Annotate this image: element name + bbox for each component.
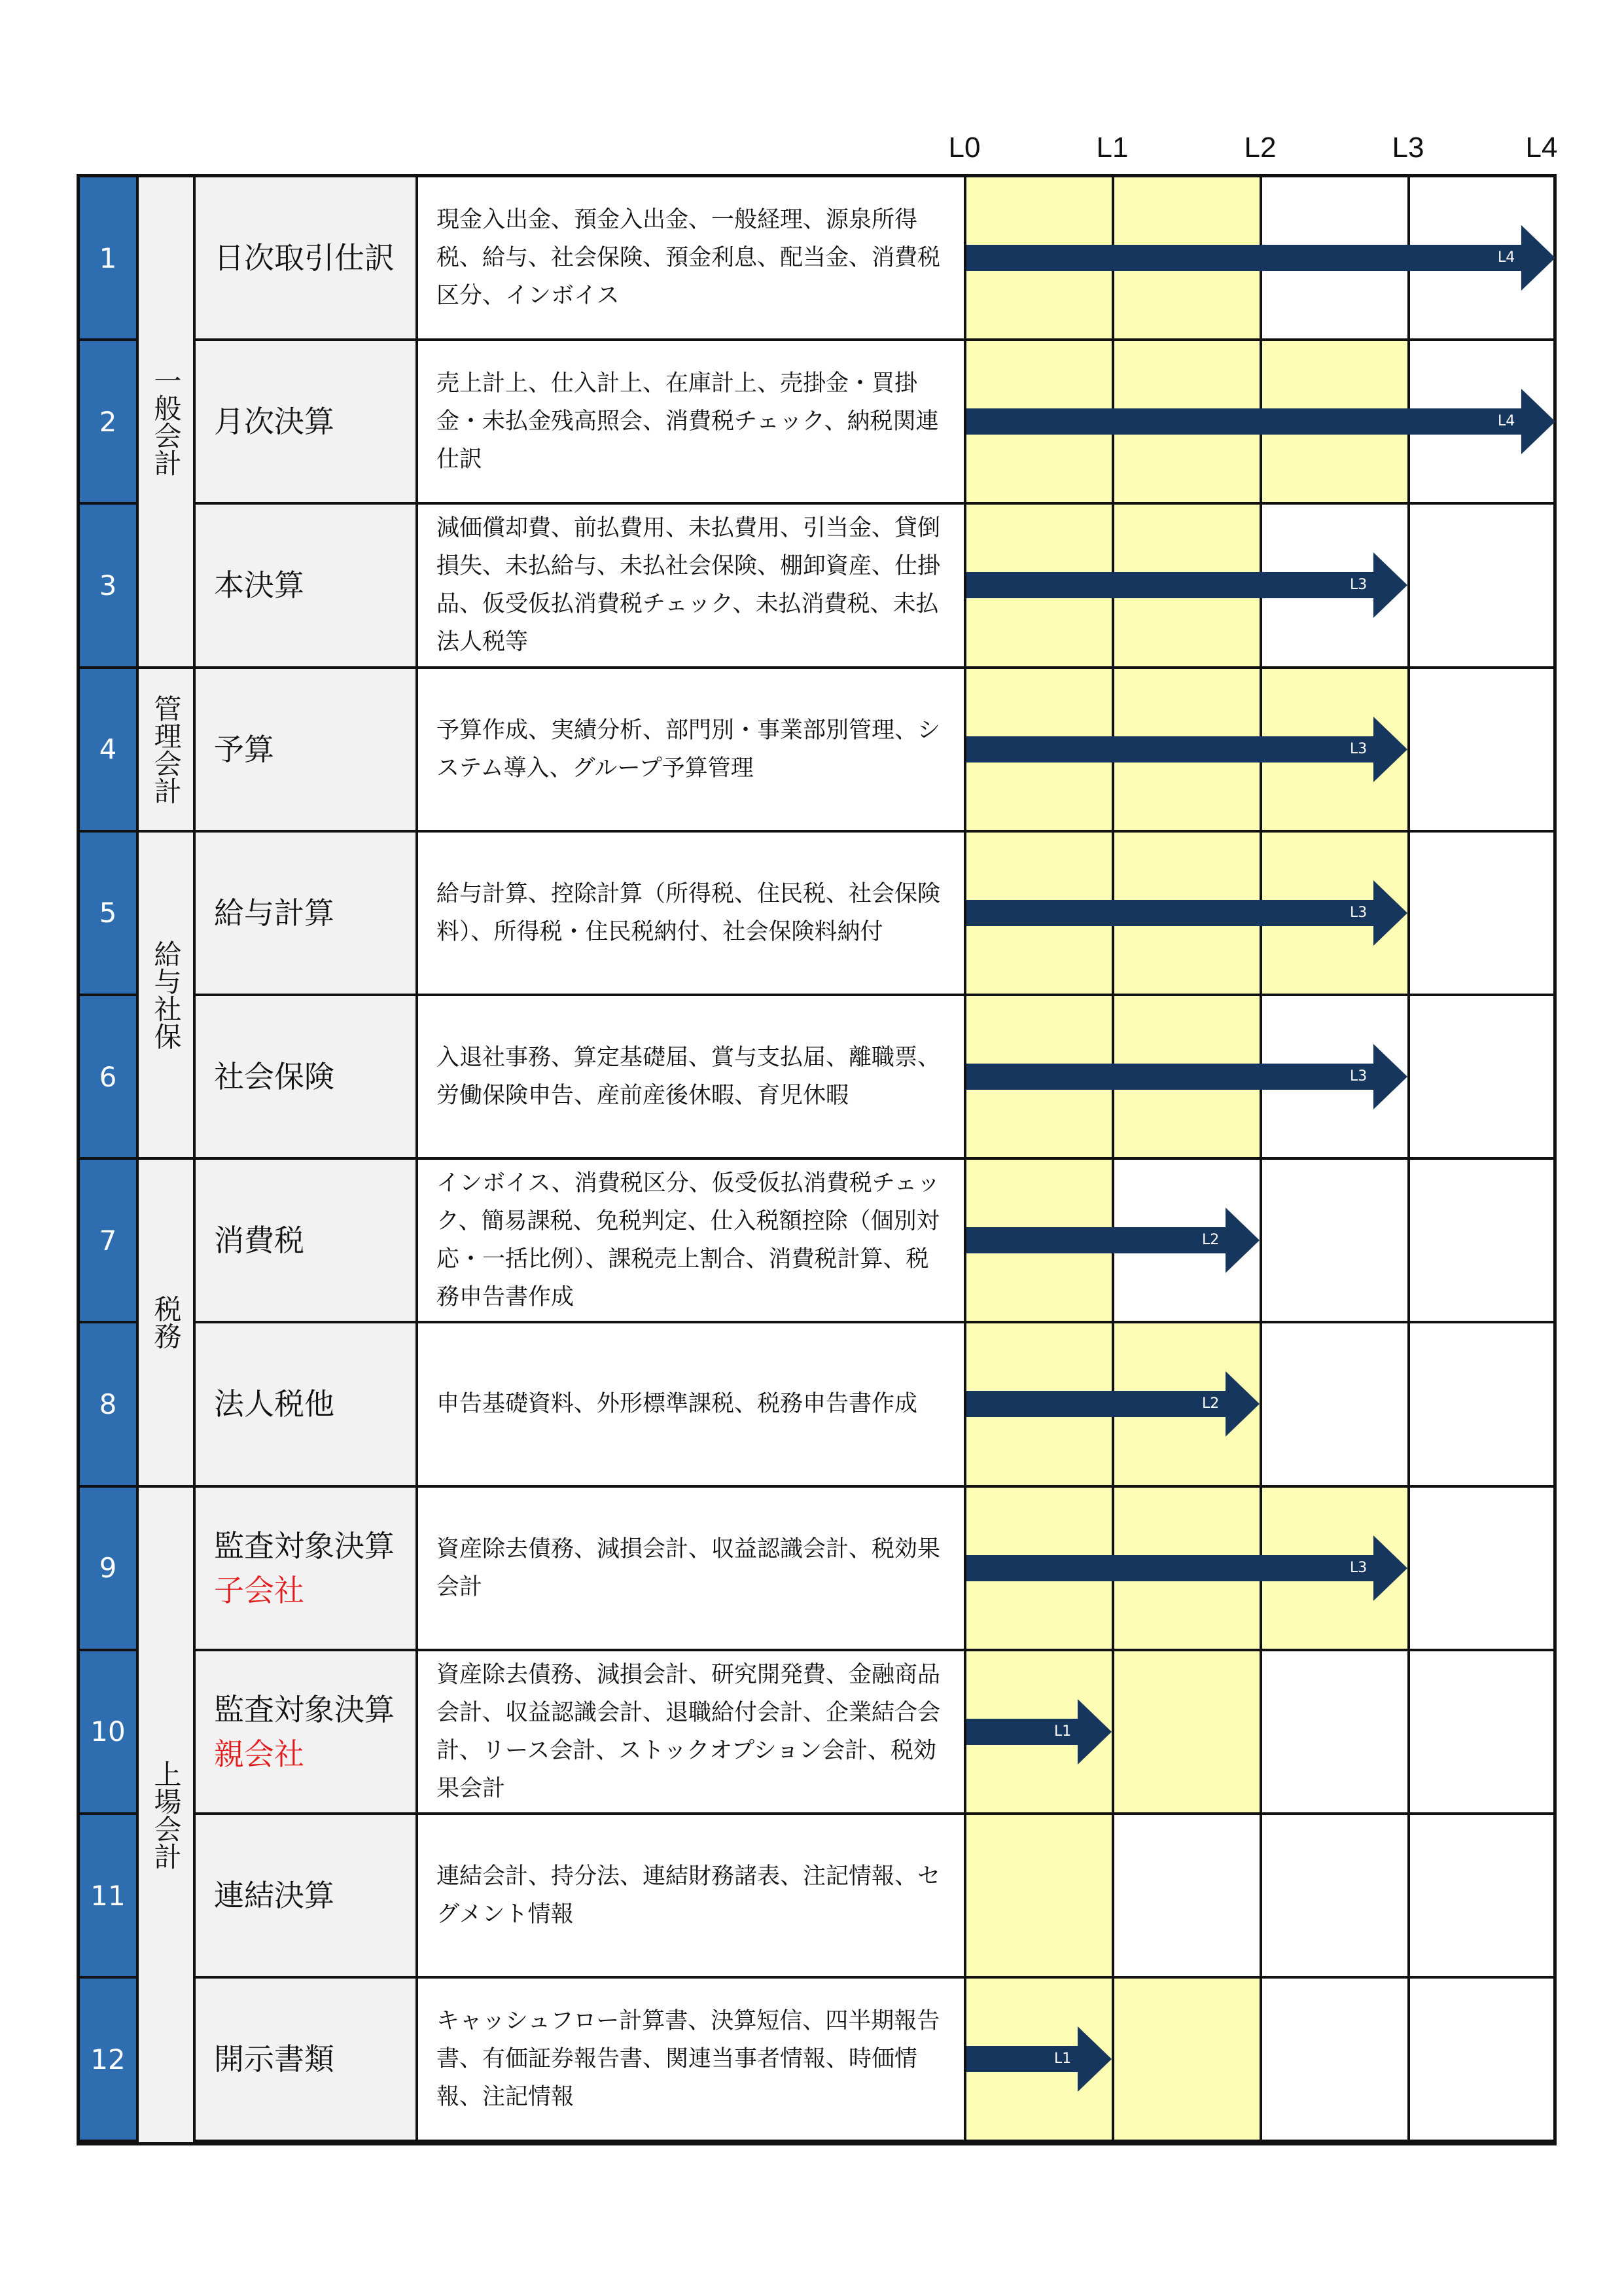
task-description xyxy=(418,669,966,830)
task-name: 開示書類 xyxy=(214,2041,334,2077)
row-number xyxy=(80,1815,139,1976)
level-arrow-icon xyxy=(966,717,1407,782)
category-label xyxy=(139,833,196,1160)
level-cell-4 xyxy=(1410,1651,1558,1812)
task-description-text: キャッシュフロー計算書、決算短信、四半期報告書、有価証券報告書、関連当事者情報、時価情報、注記情報 xyxy=(436,2008,940,2111)
category-label xyxy=(139,1488,196,2143)
row-number-text: 8 xyxy=(99,1388,117,1420)
level-arrow-icon xyxy=(966,880,1407,946)
level-cell-4 xyxy=(1410,1488,1558,1649)
row-number-text: 10 xyxy=(90,1715,126,1748)
level-arrow-icon xyxy=(966,225,1555,291)
level-cell-1 xyxy=(966,1815,1114,1976)
task-description xyxy=(418,1651,966,1812)
arrow-level-tag: L3 xyxy=(1350,740,1368,757)
row-number xyxy=(80,1160,139,1321)
row-number xyxy=(80,341,139,502)
task-name-cell xyxy=(196,996,418,1157)
arrow-level-tag: L2 xyxy=(1202,1395,1220,1412)
task-name: 連結決算 xyxy=(214,1878,334,1914)
level-scale-header xyxy=(0,128,1624,174)
table-row xyxy=(80,177,1553,341)
level-label-l1: L1 xyxy=(1096,132,1129,164)
level-arrow-icon xyxy=(966,1208,1260,1273)
row-number-text: 9 xyxy=(99,1552,117,1585)
arrow-level-tag: L4 xyxy=(1498,249,1515,266)
task-name: 本決算 xyxy=(214,567,304,603)
category-label-text: 一般会計 xyxy=(150,367,183,477)
level-cell-4 xyxy=(1410,505,1558,666)
level-arrow-icon xyxy=(966,2026,1112,2092)
row-number-text: 12 xyxy=(90,2043,126,2075)
category-label-text: 管理会計 xyxy=(150,694,183,804)
task-description-text: 売上計上、仕入計上、在庫計上、売掛金・買掛金・未払金残高照会、消費税チェック、納税関連仕訳 xyxy=(436,370,939,473)
row-number xyxy=(80,833,139,994)
level-cell-4 xyxy=(1410,1815,1558,1976)
arrow-level-tag: L3 xyxy=(1350,904,1368,921)
row-number xyxy=(80,669,139,830)
arrow-level-tag: L3 xyxy=(1350,1559,1368,1576)
task-description xyxy=(418,1323,966,1484)
task-description-text: 現金入出金、預金入出金、一般経理、源泉所得税、給与、社会保険、預金利息、配当金、消費税区分、インボイス xyxy=(436,207,941,310)
level-cell-2 xyxy=(1114,1651,1262,1812)
row-number-text: 11 xyxy=(90,1879,126,1912)
task-description-text: インボイス、消費税区分、仮受仮払消費税チェック、簡易課税、免税判定、仕入税額控除（個別対応・一括比例）、課税売上割合、消費税計算、税務申告書作成 xyxy=(436,1170,940,1311)
task-description xyxy=(418,1160,966,1321)
table-row xyxy=(80,1651,1553,1815)
task-name-cell xyxy=(196,669,418,830)
task-name-cell xyxy=(196,1815,418,1976)
task-scope: 親会社 xyxy=(214,1736,304,1772)
task-description xyxy=(418,1979,966,2140)
level-arrow-icon xyxy=(966,1699,1112,1765)
task-name: 監査対象決算 xyxy=(214,1691,395,1727)
table-row xyxy=(80,1815,1553,1979)
task-name: 給与計算 xyxy=(214,895,334,931)
level-arrow-icon xyxy=(966,389,1555,454)
task-description-text: 資産除去債務、減損会計、研究開発費、金融商品会計、収益認識会計、退職給付会計、企業結合会計、リース会計、ストックオプション会計、税効果会計 xyxy=(436,1661,941,1802)
task-description-text: 連結会計、持分法、連結財務諸表、注記情報、セグメント情報 xyxy=(436,1863,941,1928)
task-name: 監査対象決算 xyxy=(214,1528,395,1564)
category-label-text: 上場会計 xyxy=(150,1759,183,1870)
table-row xyxy=(80,505,1553,668)
task-description xyxy=(418,833,966,994)
task-description-text: 予算作成、実績分析、部門別・事業部別管理、システム導入、グループ予算管理 xyxy=(436,717,941,781)
level-cell-4 xyxy=(1410,996,1558,1157)
arrow-level-tag: L2 xyxy=(1202,1232,1220,1249)
row-number-text: 4 xyxy=(99,733,117,766)
level-arrow-icon xyxy=(966,1371,1260,1437)
task-description xyxy=(418,341,966,502)
level-cell-4 xyxy=(1410,1160,1558,1321)
task-name-cell xyxy=(196,1651,418,1812)
row-number xyxy=(80,1651,139,1812)
table-row xyxy=(80,833,1553,996)
task-name: 予算 xyxy=(214,731,274,767)
table-row xyxy=(80,341,1553,505)
task-description xyxy=(418,505,966,666)
row-number xyxy=(80,1323,139,1484)
table-row xyxy=(80,996,1553,1160)
arrow-level-tag: L4 xyxy=(1498,413,1515,430)
row-number xyxy=(80,177,139,338)
level-label-l3: L3 xyxy=(1392,132,1424,164)
task-description-text: 申告基礎資料、外形標準課税、税務申告書作成 xyxy=(436,1391,918,1418)
task-description xyxy=(418,1488,966,1649)
level-arrow-icon xyxy=(966,552,1407,618)
task-description-text: 給与計算、控除計算（所得税、住民税、社会保険料）、所得税・住民税納付、社会保険料納付 xyxy=(436,880,941,945)
level-cell-3 xyxy=(1262,1815,1410,1976)
task-description-text: 減価償却費、前払費用、未払費用、引当金、貸倒損失、未払給与、未払社会保険、棚卸資産、仕掛品、仮受仮払消費税チェック、未払消費税、未払法人税等 xyxy=(436,515,941,656)
table-row xyxy=(80,1979,1553,2142)
row-number xyxy=(80,996,139,1157)
row-number xyxy=(80,505,139,666)
level-cell-4 xyxy=(1410,833,1558,994)
category-label xyxy=(139,1160,196,1487)
task-name-cell xyxy=(196,1160,418,1321)
level-cell-2 xyxy=(1114,1815,1262,1976)
task-name: 日次取引仕訳 xyxy=(214,240,395,276)
task-description-text: 資産除去債務、減損会計、収益認識会計、税効果会計 xyxy=(436,1535,941,1600)
arrow-level-tag: L1 xyxy=(1054,2051,1072,2068)
task-name-cell xyxy=(196,1979,418,2140)
level-cell-4 xyxy=(1410,669,1558,830)
task-description-text: 入退社事務、算定基礎届、賞与支払届、離職票、労働保険申告、産前産後休暇、育児休暇 xyxy=(436,1045,941,1109)
task-description xyxy=(418,996,966,1157)
level-cell-3 xyxy=(1262,1651,1410,1812)
level-cell-2 xyxy=(1114,1979,1262,2140)
arrow-level-tag: L3 xyxy=(1350,1068,1368,1085)
row-number-text: 6 xyxy=(99,1060,117,1093)
level-label-l4: L4 xyxy=(1525,132,1558,164)
level-label-l2: L2 xyxy=(1244,132,1277,164)
task-scope: 子会社 xyxy=(214,1572,304,1608)
level-label-l0: L0 xyxy=(948,132,981,164)
task-name-cell xyxy=(196,505,418,666)
row-number-text: 5 xyxy=(99,897,117,929)
row-number-text: 7 xyxy=(99,1224,117,1257)
level-cell-4 xyxy=(1410,1323,1558,1484)
category-label xyxy=(139,177,196,669)
task-name-cell xyxy=(196,177,418,338)
row-number-text: 1 xyxy=(99,242,117,274)
row-number xyxy=(80,1488,139,1649)
task-name: 法人税他 xyxy=(214,1386,334,1422)
task-name: 月次決算 xyxy=(214,404,334,440)
skill-level-table xyxy=(77,174,1557,2145)
level-cell-3 xyxy=(1262,1979,1410,2140)
category-label xyxy=(139,669,196,833)
table-row xyxy=(80,669,1553,833)
task-description xyxy=(418,177,966,338)
level-cell-4 xyxy=(1410,1979,1558,2140)
task-name-cell xyxy=(196,1488,418,1649)
task-name-cell xyxy=(196,833,418,994)
row-number-text: 3 xyxy=(99,569,117,601)
arrow-level-tag: L1 xyxy=(1054,1723,1072,1740)
task-name-cell xyxy=(196,341,418,502)
task-name: 社会保険 xyxy=(214,1059,334,1095)
category-label-text: 税務 xyxy=(150,1295,183,1350)
level-cell-3 xyxy=(1262,1323,1410,1484)
task-name-cell xyxy=(196,1323,418,1484)
task-name: 消費税 xyxy=(214,1223,304,1259)
level-cell-3 xyxy=(1262,1160,1410,1321)
arrow-level-tag: L3 xyxy=(1350,577,1368,594)
table-row xyxy=(80,1160,1553,1323)
category-label-text: 給与社保 xyxy=(150,939,183,1050)
table-row xyxy=(80,1323,1553,1487)
row-number xyxy=(80,1979,139,2140)
row-number-text: 2 xyxy=(99,405,117,438)
level-arrow-icon xyxy=(966,1044,1407,1109)
table-row xyxy=(80,1488,1553,1651)
level-arrow-icon xyxy=(966,1535,1407,1601)
task-description xyxy=(418,1815,966,1976)
